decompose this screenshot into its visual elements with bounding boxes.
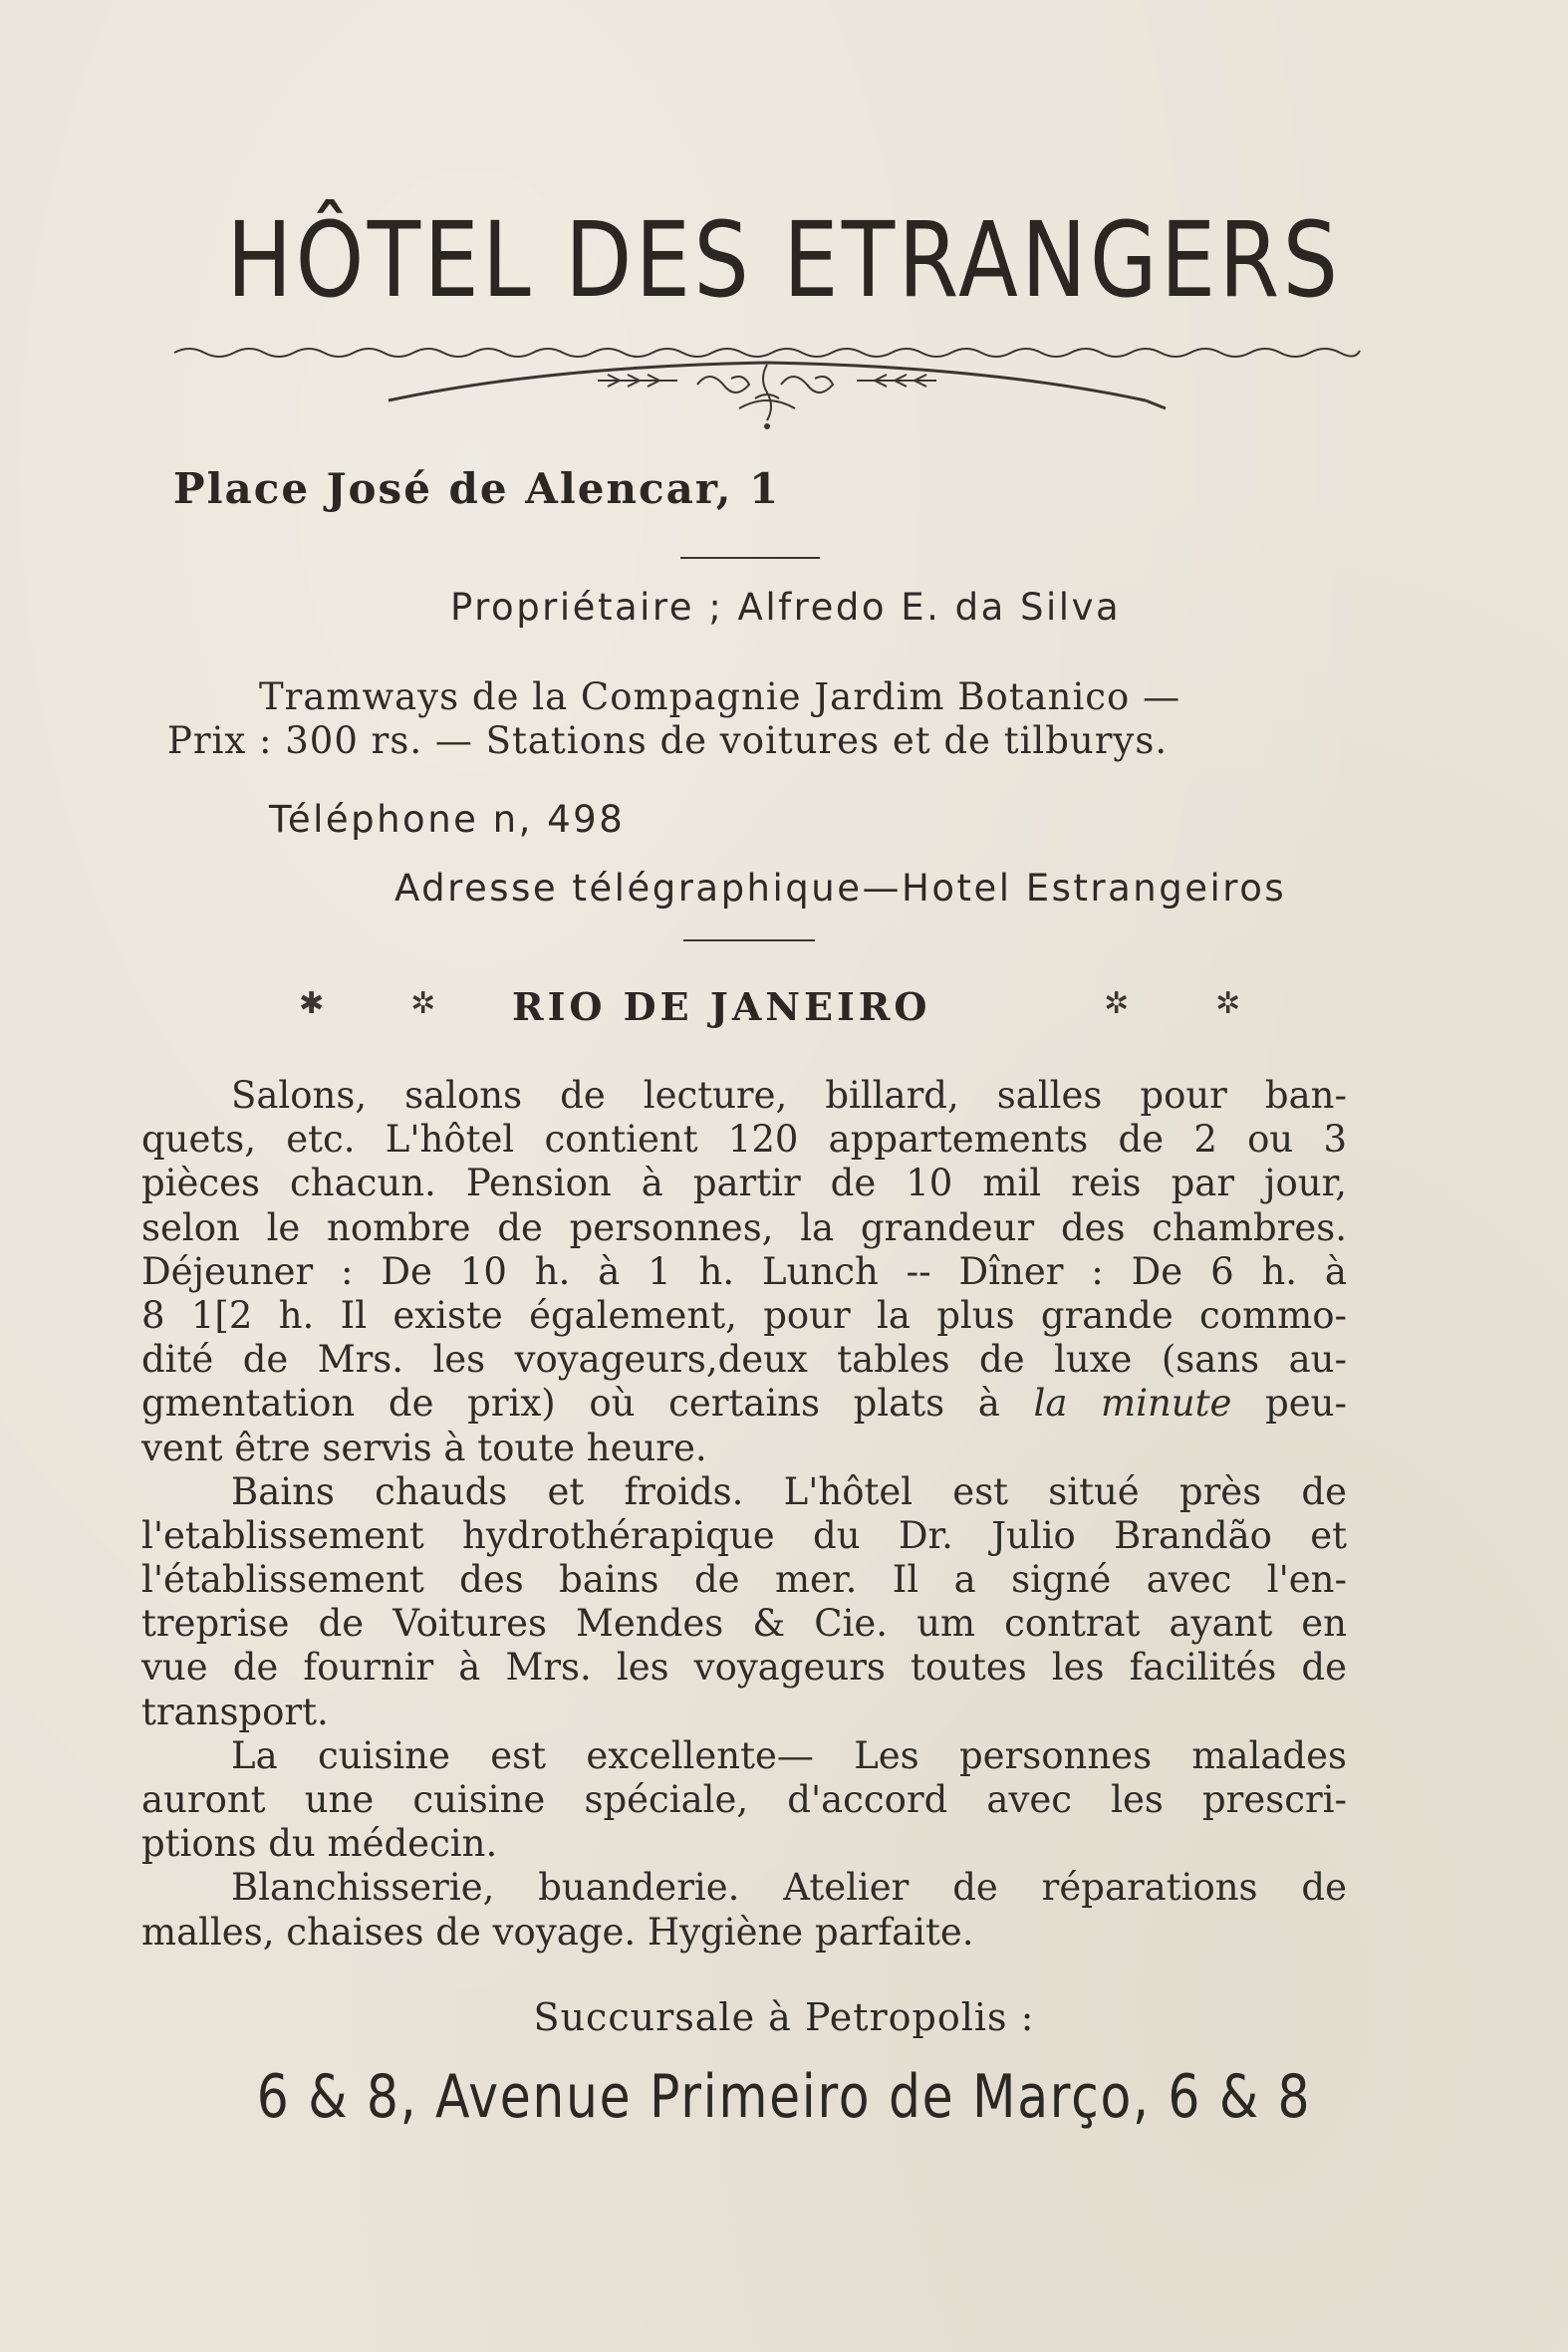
branch-label: Succursale à Petropolis : [533, 1995, 1035, 2039]
text-line: vue de fournir à Mrs. les voyageurs toutes les facilités de [141, 1646, 1347, 1690]
city-name: RIO DE JANEIRO [512, 984, 931, 1029]
text-line: Déjeuner : De 10 h. à 1 h. Lunch -- Dîner : De 6 h. à [141, 1249, 1347, 1293]
star-ornament-icon: ✲ [1215, 986, 1241, 1021]
text-line: quets, etc. L'hôtel contient 120 appartements de 2 ou 3 [141, 1118, 1347, 1162]
text-segment: gmentation de prix) où certains plats à [141, 1382, 1000, 1426]
star-ornament-icon: ✲ [410, 986, 436, 1021]
tramways-line-2: Prix : 300 rs. — Stations de voitures et de tilburys. [167, 719, 1169, 762]
decorative-flourish [169, 329, 1365, 442]
text-line: ptions du médecin. [141, 1822, 498, 1866]
text-segment: peu- [1265, 1382, 1347, 1426]
text-line: selon le nombre de personnes, la grandeur des chambres. [141, 1205, 1347, 1249]
italic-phrase: la minute [1033, 1382, 1232, 1426]
text-line: pièces chacun. Pension à partir de 10 mil reis par jour, [141, 1162, 1347, 1205]
text-line: Blanchisserie, buanderie. Atelier de réparations de [231, 1866, 1347, 1910]
text-line: 8 1[2 h. Il existe également, pour la plus grande commo- [141, 1293, 1347, 1337]
text-line: malles, chaises de voyage. Hygiène parfaite. [141, 1910, 974, 1954]
text-line: Salons, salons de lecture, billard, salles pour ban- [231, 1074, 1347, 1117]
text-line: dité de Mrs. les voyageurs,deux tables de luxe (sans au- [141, 1338, 1347, 1382]
text-line: Bains chauds et froids. L'hôtel est situé près de [231, 1469, 1347, 1513]
flourish-ornament [169, 329, 1365, 438]
city-heading-row [299, 986, 1255, 1036]
proprietor-line: Propriétaire ; Alfredo E. da Silva [450, 586, 1122, 629]
tramways-line-1: Tramways de la Compagnie Jardim Botanico — [259, 675, 1181, 718]
telephone-line: Téléphone n, 498 [269, 798, 626, 841]
hotel-name-heading: HÔTEL DES ETRANGERS [226, 199, 1342, 321]
telegraph-address-line: Adresse télégraphique—Hotel Estrangeiros [394, 867, 1287, 910]
description-text [141, 1074, 1347, 1955]
street-address: Place José de Alencar, 1 [173, 464, 781, 513]
star-ornament-icon: ✲ [1104, 986, 1130, 1021]
divider [683, 939, 815, 941]
text-line: La cuisine est excellente— Les personnes malades [231, 1733, 1347, 1777]
text-line: l'etablissement hydrothérapique du Dr. Julio Brandão et [141, 1513, 1347, 1557]
text-line: transport. [141, 1690, 329, 1733]
divider [680, 557, 820, 559]
text-line: l'établissement des bains de mer. Il a signé avec l'en- [141, 1558, 1347, 1602]
text-line [141, 1382, 1347, 1426]
text-line: auront une cuisine spéciale, d'accord avec les prescri- [141, 1778, 1347, 1821]
text-line: vent être servis à toute heure. [141, 1426, 707, 1469]
branch-address: 6 & 8, Avenue Primeiro de Março, 6 & 8 [256, 2062, 1312, 2132]
star-ornament-icon: ✱ [299, 986, 325, 1021]
text-line: treprise de Voitures Mendes & Cie. um contrat ayant en [141, 1602, 1347, 1646]
